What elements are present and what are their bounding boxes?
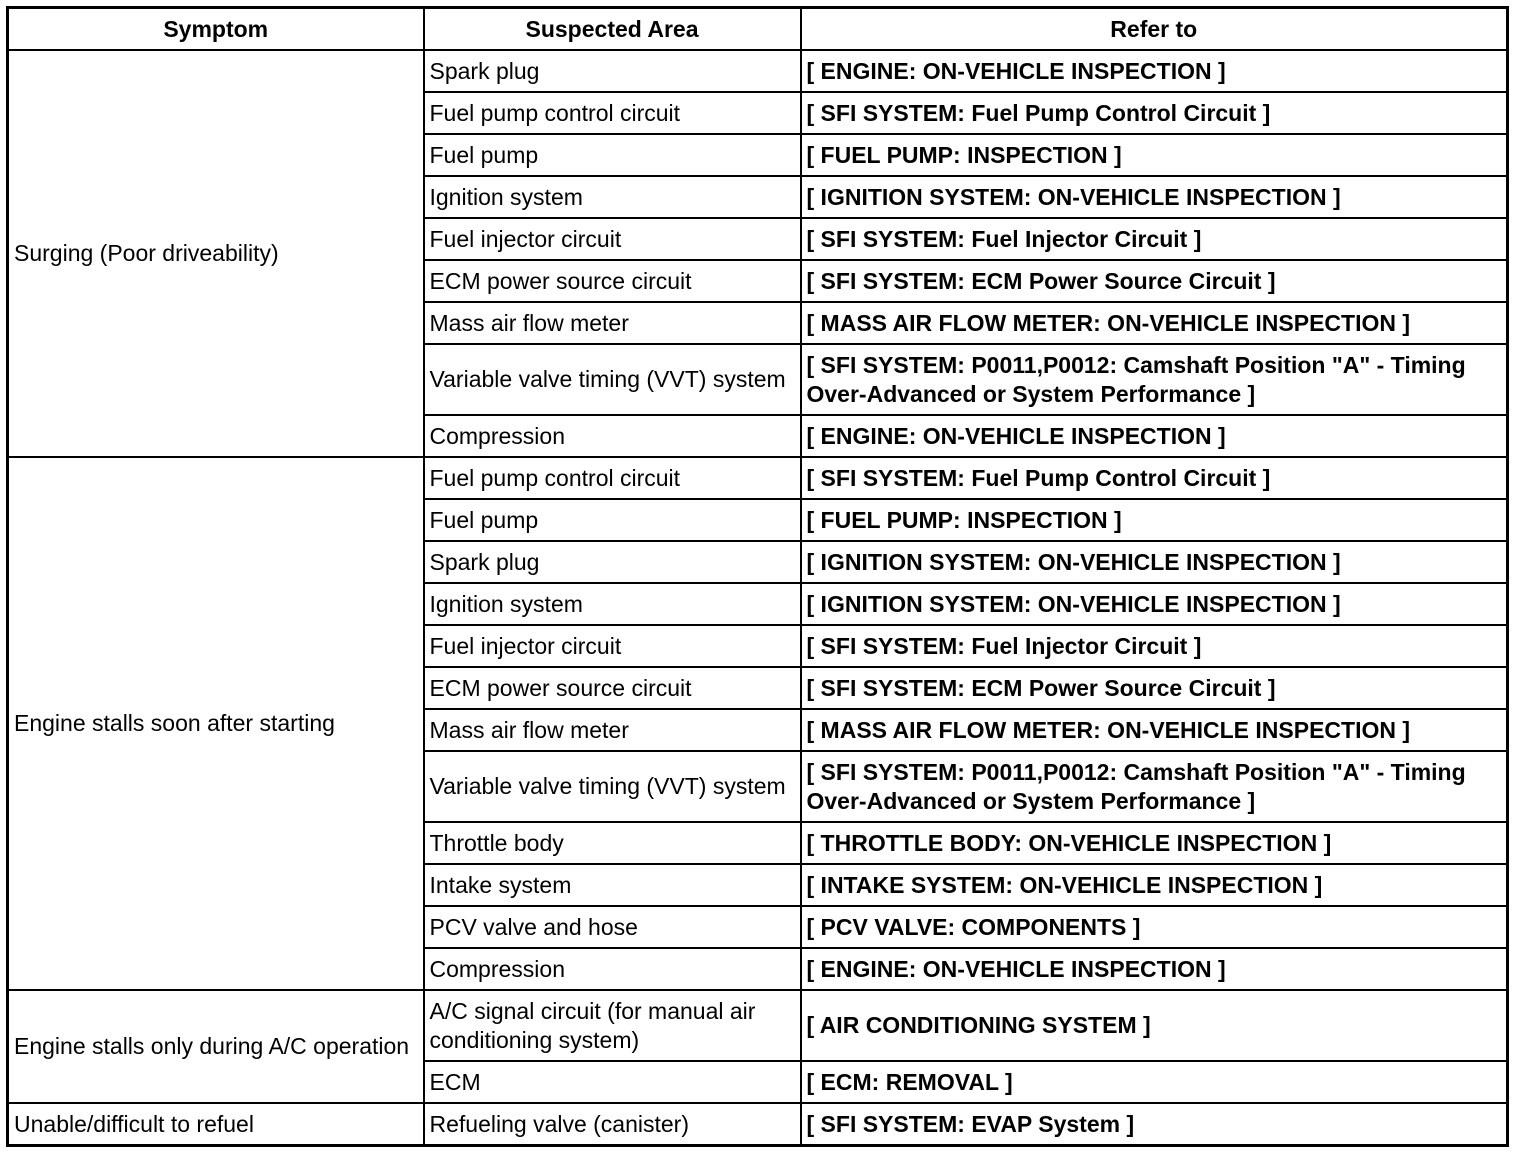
suspected-area-cell: Intake system bbox=[424, 864, 801, 906]
header-refer-to: Refer to bbox=[801, 8, 1508, 51]
suspected-area-cell: Refueling valve (canister) bbox=[424, 1103, 801, 1146]
header-row bbox=[8, 8, 1508, 51]
suspected-area-cell: ECM power source circuit bbox=[424, 260, 801, 302]
suspected-area-cell: Variable valve timing (VVT) system bbox=[424, 751, 801, 822]
suspected-area-cell: Ignition system bbox=[424, 583, 801, 625]
suspected-area-cell: PCV valve and hose bbox=[424, 906, 801, 948]
symptom-cell: Unable/difficult to refuel bbox=[8, 1103, 424, 1146]
symptom-cell: Engine stalls soon after starting bbox=[8, 457, 424, 990]
table-row bbox=[8, 50, 1508, 92]
suspected-area-cell: Throttle body bbox=[424, 822, 801, 864]
symptom-cell: Engine stalls only during A/C operation bbox=[8, 990, 424, 1103]
suspected-area-cell: ECM bbox=[424, 1061, 801, 1103]
refer-to-link[interactable]: [ THROTTLE BODY: ON-VEHICLE INSPECTION ] bbox=[801, 822, 1508, 864]
refer-to-link[interactable]: [ SFI SYSTEM: Fuel Pump Control Circuit ] bbox=[801, 92, 1508, 134]
suspected-area-cell: A/C signal circuit (for manual air conditioning system) bbox=[424, 990, 801, 1061]
suspected-area-cell: Fuel pump control circuit bbox=[424, 92, 801, 134]
symptom-cell: Surging (Poor driveability) bbox=[8, 50, 424, 457]
header-suspected-area: Suspected Area bbox=[424, 8, 801, 51]
suspected-area-cell: Mass air flow meter bbox=[424, 709, 801, 751]
refer-to-link[interactable]: [ FUEL PUMP: INSPECTION ] bbox=[801, 134, 1508, 176]
refer-to-link[interactable]: [ MASS AIR FLOW METER: ON-VEHICLE INSPECTION ] bbox=[801, 709, 1508, 751]
table-row bbox=[8, 457, 1508, 499]
refer-to-link[interactable]: [ FUEL PUMP: INSPECTION ] bbox=[801, 499, 1508, 541]
suspected-area-cell: Fuel pump control circuit bbox=[424, 457, 801, 499]
table-row bbox=[8, 990, 1508, 1061]
refer-to-link[interactable]: [ AIR CONDITIONING SYSTEM ] bbox=[801, 990, 1508, 1061]
symptom-table bbox=[6, 6, 1509, 1147]
suspected-area-cell: Fuel injector circuit bbox=[424, 625, 801, 667]
suspected-area-cell: Spark plug bbox=[424, 50, 801, 92]
suspected-area-cell: Fuel pump bbox=[424, 499, 801, 541]
refer-to-link[interactable]: [ SFI SYSTEM: ECM Power Source Circuit ] bbox=[801, 260, 1508, 302]
refer-to-link[interactable]: [ SFI SYSTEM: ECM Power Source Circuit ] bbox=[801, 667, 1508, 709]
refer-to-link[interactable]: [ MASS AIR FLOW METER: ON-VEHICLE INSPECTION ] bbox=[801, 302, 1508, 344]
refer-to-link[interactable]: [ ENGINE: ON-VEHICLE INSPECTION ] bbox=[801, 948, 1508, 990]
suspected-area-cell: Mass air flow meter bbox=[424, 302, 801, 344]
refer-to-link[interactable]: [ ECM: REMOVAL ] bbox=[801, 1061, 1508, 1103]
refer-to-link[interactable]: [ ENGINE: ON-VEHICLE INSPECTION ] bbox=[801, 415, 1508, 457]
suspected-area-cell: Fuel injector circuit bbox=[424, 218, 801, 260]
refer-to-link[interactable]: [ SFI SYSTEM: Fuel Injector Circuit ] bbox=[801, 625, 1508, 667]
refer-to-link[interactable]: [ IGNITION SYSTEM: ON-VEHICLE INSPECTION ] bbox=[801, 583, 1508, 625]
suspected-area-cell: Compression bbox=[424, 948, 801, 990]
suspected-area-cell: Variable valve timing (VVT) system bbox=[424, 344, 801, 415]
suspected-area-cell: Fuel pump bbox=[424, 134, 801, 176]
table-row bbox=[8, 1103, 1508, 1146]
suspected-area-cell: Compression bbox=[424, 415, 801, 457]
refer-to-link[interactable]: [ SFI SYSTEM: P0011,P0012: Camshaft Position "A" - Timing Over-Advanced or System Performance ] bbox=[801, 751, 1508, 822]
refer-to-link[interactable]: [ SFI SYSTEM: P0011,P0012: Camshaft Position "A" - Timing Over-Advanced or System Performance ] bbox=[801, 344, 1508, 415]
refer-to-link[interactable]: [ INTAKE SYSTEM: ON-VEHICLE INSPECTION ] bbox=[801, 864, 1508, 906]
page bbox=[6, 6, 1509, 1147]
suspected-area-cell: ECM power source circuit bbox=[424, 667, 801, 709]
refer-to-link[interactable]: [ SFI SYSTEM: EVAP System ] bbox=[801, 1103, 1508, 1146]
refer-to-link[interactable]: [ IGNITION SYSTEM: ON-VEHICLE INSPECTION ] bbox=[801, 541, 1508, 583]
refer-to-link[interactable]: [ IGNITION SYSTEM: ON-VEHICLE INSPECTION ] bbox=[801, 176, 1508, 218]
suspected-area-cell: Ignition system bbox=[424, 176, 801, 218]
suspected-area-cell: Spark plug bbox=[424, 541, 801, 583]
refer-to-link[interactable]: [ SFI SYSTEM: Fuel Injector Circuit ] bbox=[801, 218, 1508, 260]
header-symptom: Symptom bbox=[8, 8, 424, 51]
refer-to-link[interactable]: [ SFI SYSTEM: Fuel Pump Control Circuit ] bbox=[801, 457, 1508, 499]
refer-to-link[interactable]: [ PCV VALVE: COMPONENTS ] bbox=[801, 906, 1508, 948]
refer-to-link[interactable]: [ ENGINE: ON-VEHICLE INSPECTION ] bbox=[801, 50, 1508, 92]
